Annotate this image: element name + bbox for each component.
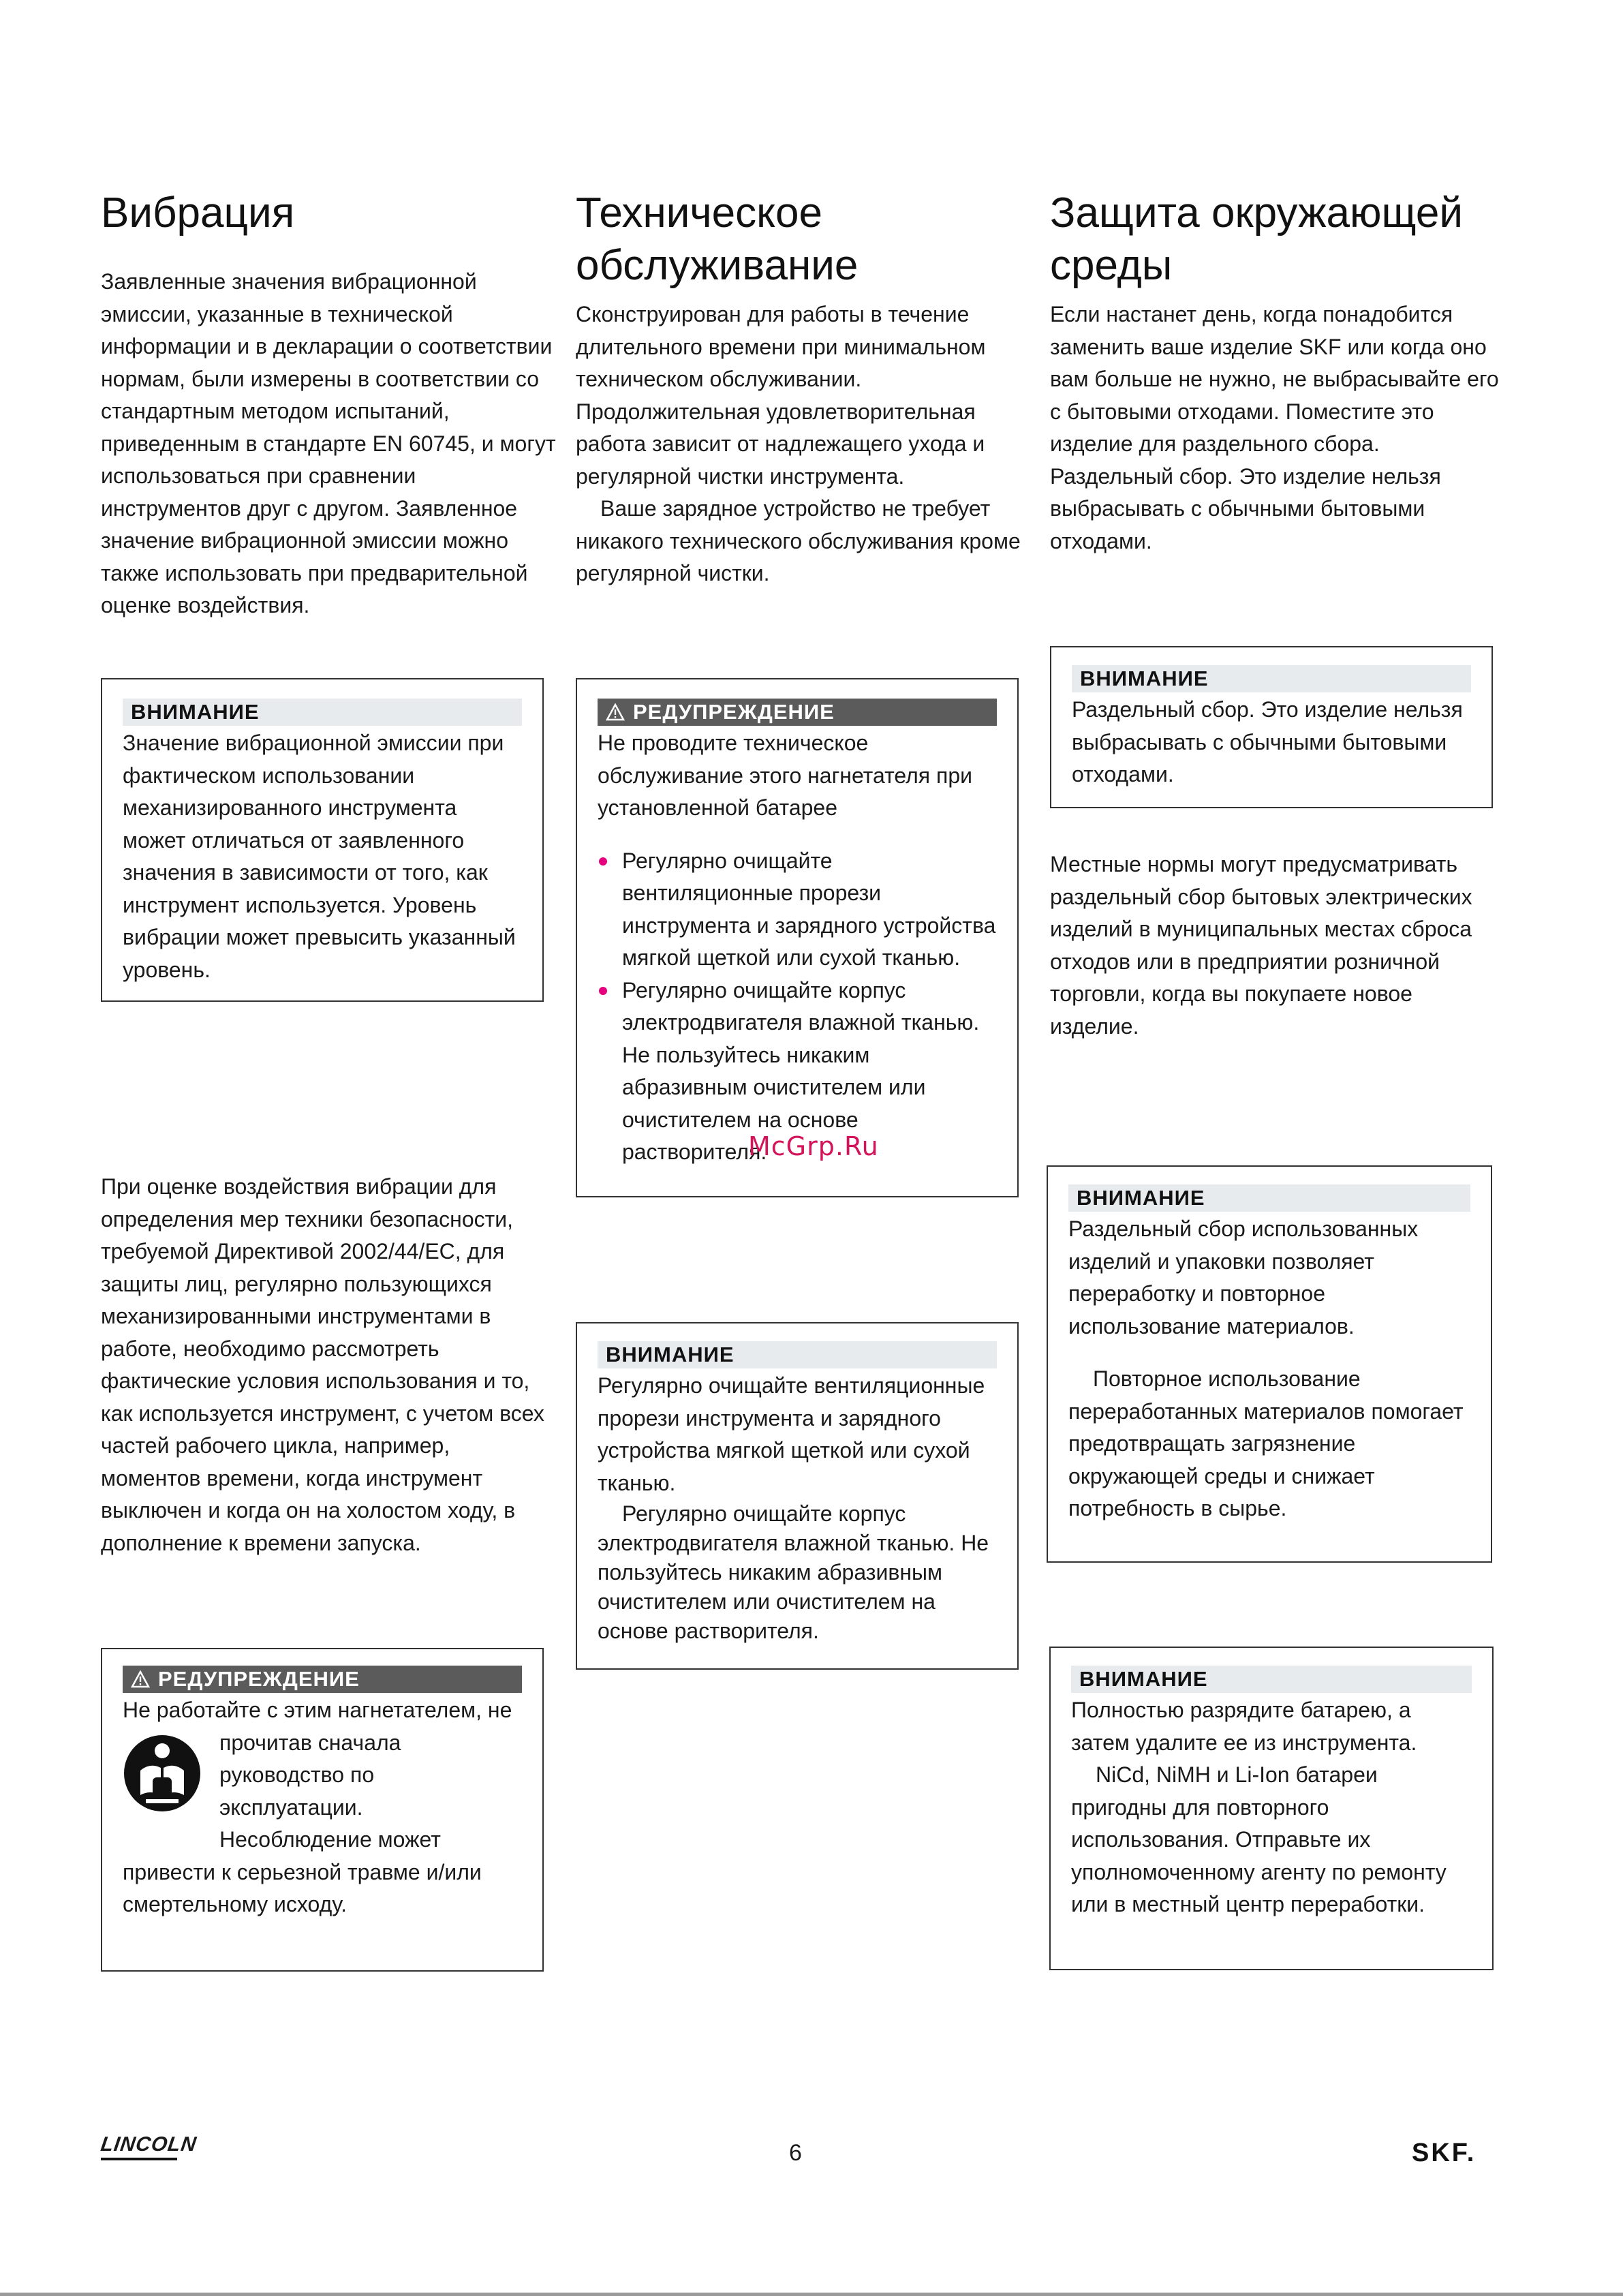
environment-title-line2: среды [1050,242,1173,289]
environment-notice-box-1 [1050,646,1493,808]
vibration-warning-side: прочитав сначала руководство по эксплуатации. [219,1730,401,1820]
notice-header: ВНИМАНИЕ [1071,1666,1472,1693]
vibration-paragraph-1: Заявленные значения вибрационной эмиссии, указанные в технической информации и в декларации о соответствии нормам, были измерены в соответствии со стандартным методом испытаний, приведенным в стандарте EN 60745, и могут использоваться при сравнении инструментов друг с другом. Заявленное значение вибрационной эмиссии можно также использовать при предварительной оценке воздействия. [101,269,556,617]
lincoln-logo-text: LINCOLN [99,2133,198,2156]
environment-paragraph-1: Если настанет день, когда понадобится заменить ваше изделие SKF или когда оно вам больше не нужно, не выбрасывайте его с бытовыми отходами. Поместите это изделие для раздельного сбора. Раздельный сбор. Это изделие нельзя выбрасывать с обычными бытовыми отходами. [1050,302,1499,553]
vibration-warning-side2: Несоблюдение может [219,1827,441,1852]
warning-triangle-icon [606,703,625,721]
lincoln-logo-underline [101,2158,177,2160]
maintenance-body [576,299,1025,590]
maintenance-paragraph-2: Ваше зарядное устройство не требует никакого технического обслуживания кроме регулярной чистки. [576,496,1021,585]
maintenance-notice-text-1: Регулярно очищайте вентиляционные прорези инструмента и зарядного устройства мягкой щеткой или сухой тканью. [598,1373,985,1495]
warning-header-label: РЕДУПРЕЖДЕНИЕ [158,1667,360,1691]
environment-paragraph-2: Местные нормы могут предусматривать раздельный сбор бытовых электрических изделий в муниципальных местах сброса отходов или в предприятии розничной торговли, когда вы покупаете новое изделие. [1050,852,1472,1039]
maintenance-title-line2: обслуживание [576,242,859,289]
vibration-warning-line1: Не работайте с этим нагнетателем, не [123,1698,512,1722]
list-item: Регулярно очищайте корпус электродвигателя влажной тканью. Не пользуйтесь никаким абразивным очистителем или очистителем на основе растворителя. [598,975,997,1169]
environment-notice-box-3 [1049,1647,1494,1970]
watermark: McGrp.Ru [748,1131,879,1161]
vibration-warning-box [101,1648,544,1972]
environment-notice-3-text-1: Полностью разрядите батарею, а затем удалите ее из инструмента. [1071,1698,1417,1755]
maintenance-title [576,187,858,292]
lincoln-logo [101,2133,196,2160]
notice-header: ВНИМАНИЕ [123,699,522,726]
notice-header: ВНИМАНИЕ [598,1341,997,1368]
vibration-notice-text: Значение вибрационной эмиссии при фактическом использовании механизированного инструмента может отличаться от заявленного значения в зависимости от того, как инструмент используется. Уровень вибрации может превысить указанный уровень. [123,731,516,982]
environment-notice-3-text-2: NiCd, NiMH и Li-Ion батареи пригодны для повторного использования. Отправьте их уполномоченному агенту по ремонту или в местный центр переработки. [1071,1762,1447,1916]
notice-header: ВНИМАНИЕ [1072,665,1471,692]
maintenance-title-line1: Техническое [576,189,822,236]
warning-header-label: РЕДУПРЕЖДЕНИЕ [633,700,835,724]
maintenance-warning-text: Не проводите техническое обслуживание этого нагнетателя при установленной батарее [598,731,972,820]
notice-header: ВНИМАНИЕ [1068,1184,1470,1212]
environment-notice-2-text-1: Раздельный сбор использованных изделий и упаковки позволяет переработку и повторное использование материалов. [1068,1216,1419,1338]
maintenance-notice-box [576,1322,1019,1670]
maintenance-notice-text-2: Регулярно очищайте корпус электродвигателя влажной тканью. Не пользуйтесь никаким абразивным очистителем или очистителем на основе растворителя. [598,1501,989,1643]
vibration-title: Вибрация [101,189,295,236]
environment-notice-box-2 [1047,1165,1492,1563]
warning-header [598,699,997,726]
list-item: Регулярно очищайте вентиляционные прорези инструмента и зарядного устройства мягкой щеткой или сухой тканью. [598,845,997,975]
read-manual-icon [123,1732,204,1821]
environment-notice-2-text-2: Повторное использование переработанных материалов помогает предотвращать загрязнение окружающей среды и снижает потребность в сырье. [1068,1366,1464,1520]
vibration-warning-tail: привести к серьезной травме и/или смертельному исходу. [123,1859,482,1916]
warning-header [123,1666,522,1693]
maintenance-paragraph-1: Сконструирован для работы в течение длительного времени при минимальном техническом обслуживании. Продолжительная удовлетворительная работа зависит от надлежащего ухода и регулярной чистки инструмента. [576,302,986,489]
environment-title-line1: Защита окружающей [1050,189,1463,236]
environment-notice-1-text: Раздельный сбор. Это изделие нельзя выбрасывать с обычными бытовыми отходами. [1072,697,1463,786]
vibration-paragraph-2: При оценке воздействия вибрации для определения мер техники безопасности, требуемой Директивой 2002/44/EC, для защиты лиц, регулярно пользующихся механизированными инструментами в работе, необходимо рассмотреть фактические условия использования и то, как используется инструмент, с учетом всех частей рабочего цикла, например, моментов времени, когда инструмент выключен и когда он на холостом ходу, в дополнение к времени запуска. [101,1174,544,1555]
environment-title [1050,187,1463,292]
warning-triangle-icon [131,1670,150,1688]
vibration-notice-box [101,678,544,1002]
maintenance-bullet-list [598,845,997,1169]
skf-logo: SKF. [1412,2139,1477,2167]
page-number: 6 [789,2140,802,2166]
page-bottom-line [0,2293,1623,2296]
maintenance-warning-box [576,678,1019,1197]
